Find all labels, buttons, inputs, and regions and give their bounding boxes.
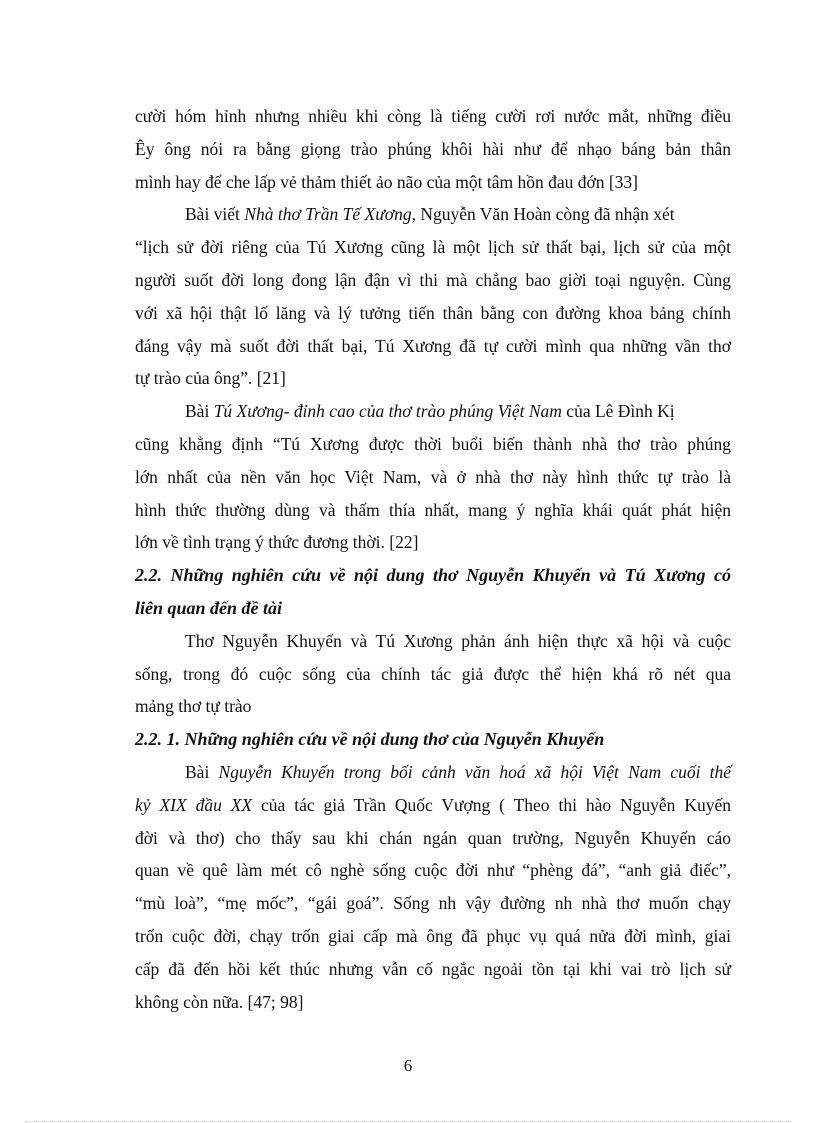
text-line [135,395,731,428]
text-line: cười hóm hỉnh nhưng nhiều khi còng là tiếng cười rơi nước mắt, những điều [135,106,731,126]
paragraph-3 [135,395,731,559]
work-title-cont: kỷ XIX đầu XX [135,794,253,815]
section-heading-2-2-1 [135,723,731,756]
text-line: tự trào của ông”. [21] [135,368,286,389]
text-line: mình hay để che lấp vẻ thảm thiết ảo não của một tâm hồn đau đớn [33] [135,171,638,192]
paragraph-1 [135,100,731,198]
work-title: Tú Xương- đỉnh cao của thơ trào phúng Việt Nam [213,401,562,422]
text-line: “lịch sử đời riêng của Tú Xương cũng là một lịch sử thất bại, lịch sử của một [135,237,731,258]
text-line [135,756,731,789]
heading-line: 2.2. 1. Những nghiên cứu về nội dung thơ của Nguyễn Khuyến [135,729,605,750]
text-line: “mù loà”, “mẹ mốc”, “gái goá”. Sống nh vậy đường nh nhà thơ muốn chạy [135,893,731,914]
text-line: người suốt đời long đong lận đận vì thi mà chẳng bao giời toại nguyện. Cùng [135,269,731,290]
paragraph-2-line1-rest: Nguyễn Văn Hoàn còng đã nhận xét [415,204,675,225]
text-line: đáng vậy mà suốt đời thất bại, Tú Xương đã tự cười mình qua những vần thơ [135,335,731,356]
text-line [135,198,731,231]
work-title: Nhà thơ Trần Tế Xương, [244,204,416,225]
text-line: Êy ông nói ra bằng giọng trào phúng khôi hài như để nhạo báng bản thân [135,138,731,159]
text-line: mảng thơ tự trào [135,696,252,717]
paragraph-4 [135,625,731,723]
page-number: 6 [403,1056,413,1075]
heading-line: liên quan đến đề tài [135,597,283,618]
text-line [135,789,731,822]
text-line: cấp đã đến hồi kết thúc nhưng vẫn cố ngắc ngoải tồn tại khi vai trò lịch sử [135,958,731,979]
paragraph-5-line2-rest: của tác giả Trần Quốc Vượng ( Theo thi hào Nguyễn Kuyến [252,794,732,815]
text-line: không còn nữa. [47; 98] [135,991,304,1012]
document-body [135,100,731,1018]
text-line: sống, trong đó cuộc sống của chính tác giả được thể hiện khá rõ nét qua [135,663,731,684]
paragraph-3-line1-rest: của Lê Đình Kị [561,401,675,422]
section-heading-2-2 [135,559,731,625]
text-line: đời và thơ) cho thấy sau khi chán ngán quan trường, Nguyễn Khuyến cáo [135,827,731,848]
paragraph-5-prefix: Bài [185,761,219,782]
paragraph-2 [135,198,731,395]
text-line: cũng khẳng định “Tú Xương được thời buổi biến thành nhà thơ trào phúng [135,433,731,454]
text-line: với xã hội thật lố lăng và lý tưởng tiến thân bằng con đường khoa bảng chính [135,302,731,323]
heading-line: 2.2. Những nghiên cứu về nội dung thơ Nguyễn Khuyến và Tú Xương có [135,565,731,586]
text-line: lớn về tình trạng ý thức đương thời. [22] [135,532,419,553]
text-line: trốn cuộc đời, chạy trốn giai cấp mà ông đã phục vụ quá nửa đời mình, giai [135,925,731,946]
page-bottom-rule [25,1121,791,1122]
work-title: Nguyễn Khuyến trong bối cảnh văn hoá xã hội Việt Nam cuối thế [218,761,731,782]
paragraph-3-prefix: Bài [185,401,214,422]
paragraph-5 [135,756,731,1018]
text-line: hình thức thường dùng và thấm thía nhất, mang ý nghĩa khái quát phát hiện [135,499,731,520]
paragraph-2-prefix: Bài viết [185,204,245,225]
text-line: lớn nhất của nền văn học Việt Nam, và ở nhà thơ này hình thức tự trào là [135,466,731,487]
text-line: quan về quê làm mét cô nghè sống cuộc đời như “phèng đá”, “anh giả điếc”, [135,860,731,881]
text-line: Thơ Nguyễn Khuyến và Tú Xương phản ánh hiện thực xã hội và cuộc [185,630,731,651]
